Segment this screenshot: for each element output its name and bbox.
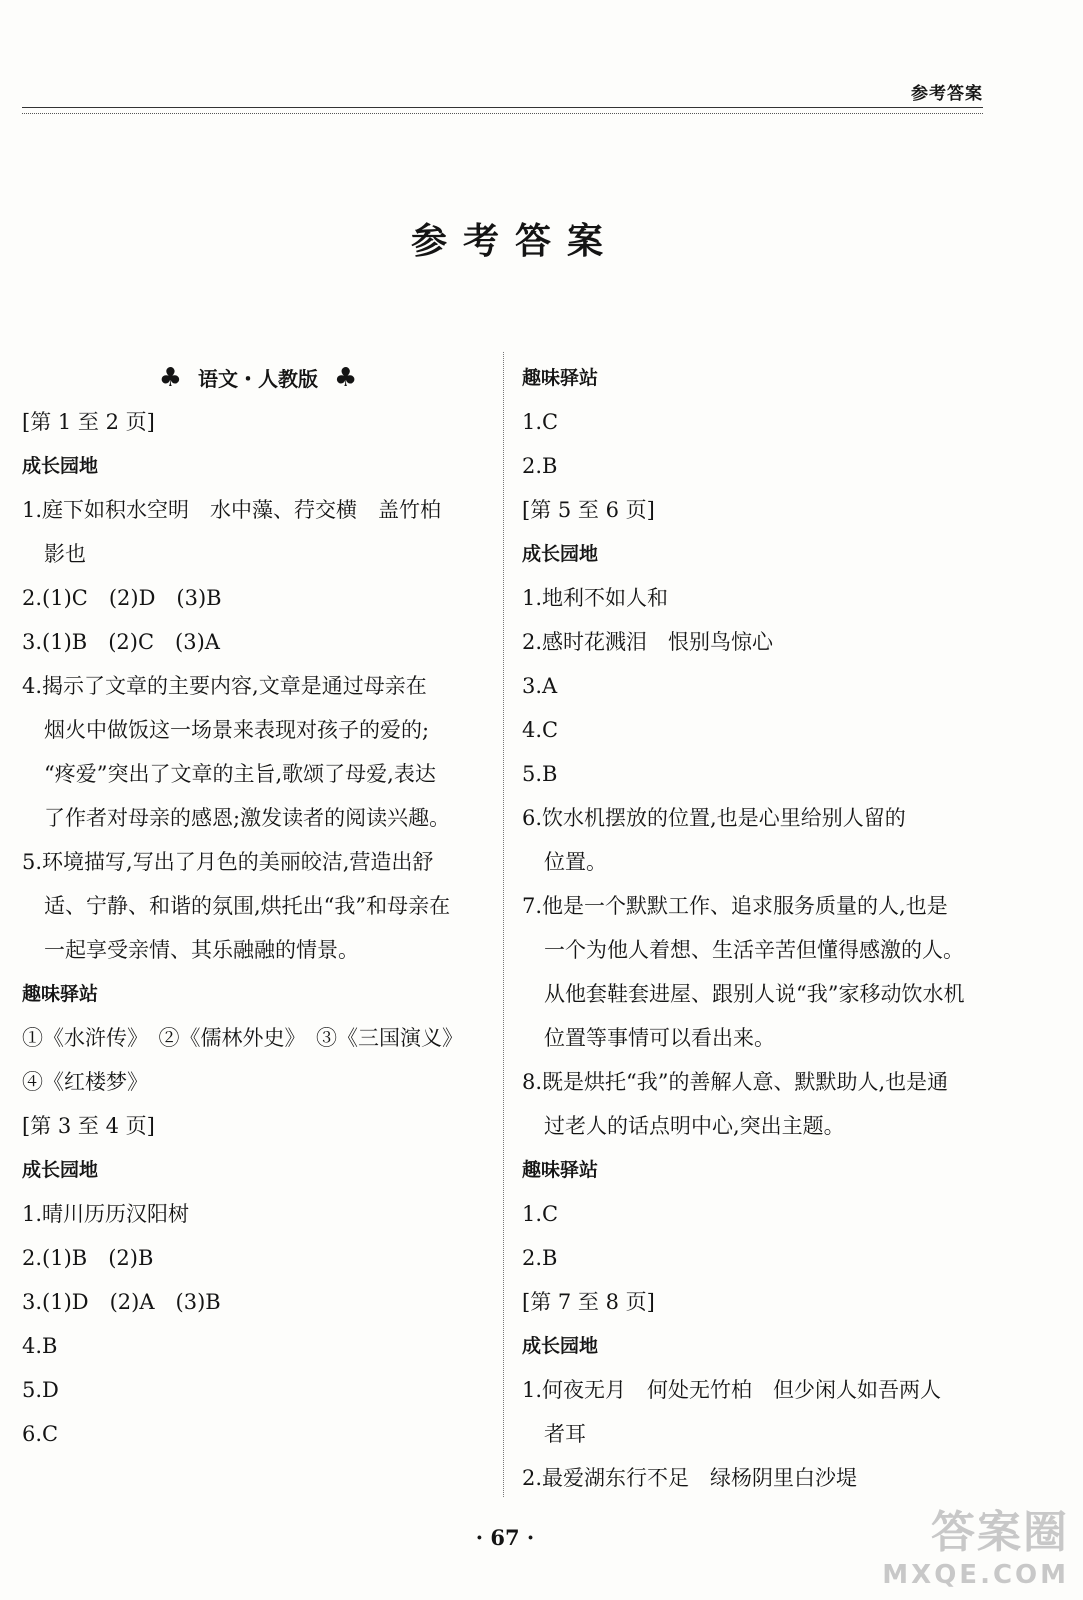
answer-line: ④《红楼梦》 [22,1070,148,1094]
answer-line-continued: 一个为他人着想、生活辛苦但懂得感激的人。 [544,938,964,962]
answer-line-continued: 从他套鞋套进屋、跟别人说“我”家移动饮水机 [544,982,965,1006]
answer-line-continued: 过老人的话点明中心,突出主题。 [544,1114,845,1138]
header-label: 参考答案 [911,84,983,104]
answer-line: 1.庭下如积水空明 水中藻、荇交横 盖竹柏 [22,498,442,522]
watermark-logo-text: 答案圈 [931,1507,1069,1558]
answer-line-continued: 烟火中做饭这一场景来表现对孩子的爱的; [44,718,430,742]
answer-line: 2.B [522,1246,558,1270]
answer-line: 2.感时花溅泪 恨别鸟惊心 [522,630,774,654]
answer-line-continued: 影也 [44,542,86,566]
section-heading: 成长园地 [22,455,99,477]
club-icon: ♣ [334,363,358,393]
subject-heading [22,356,494,400]
answer-line: 2.(1)C (2)D (3)B [22,586,222,610]
answer-line-continued: 了作者对母亲的感恩;激发读者的阅读兴趣。 [44,806,451,830]
watermark-url: MXQE.COM [882,1560,1069,1590]
section-heading: 趣味驿站 [522,367,599,389]
page-number: · 67 · [475,1525,535,1550]
answer-line-continued: 位置等事情可以看出来。 [544,1026,775,1050]
answer-line-continued: 适、宁静、和谐的氛围,烘托出“我”和母亲在 [44,894,451,918]
page-range-label: [第 5 至 6 页] [522,498,655,522]
right-column [522,356,992,1500]
answer-line-continued: 一起享受亲情、其乐融融的情景。 [44,938,359,962]
answer-line: 3.(1)B (2)C (3)A [22,630,220,654]
page-range-label: [第 1 至 2 页] [22,410,155,434]
section-heading: 成长园地 [22,1159,99,1181]
answer-line: 6.饮水机摆放的位置,也是心里给别人留的 [522,806,906,830]
answer-line: 1.C [522,1202,559,1226]
page-range-label: [第 3 至 4 页] [22,1114,155,1138]
club-icon: ♣ [158,363,182,393]
answer-line: 3.A [522,674,558,698]
answer-line: 1.地利不如人和 [522,586,669,610]
left-column [22,356,494,1456]
section-heading: 成长园地 [522,1335,599,1357]
answer-line: 1.何夜无月 何处无竹柏 但少闲人如吾两人 [522,1378,942,1402]
answer-line-continued: 位置。 [544,850,607,874]
answer-line: 5.B [522,762,558,786]
page-range-label: [第 7 至 8 页] [522,1290,655,1314]
section-heading: 趣味驿站 [522,1159,599,1181]
answer-line: 5.环境描写,写出了月色的美丽皎洁,营造出舒 [22,850,434,874]
answer-line: 4.B [22,1334,58,1358]
page-title: 参考答案 [410,221,619,262]
answer-line: 4.C [522,718,559,742]
answer-line: 1.C [522,410,559,434]
answer-line: 5.D [22,1378,59,1402]
answer-line: ①《水浒传》 ②《儒林外史》 ③《三国演义》 [22,1026,463,1050]
answer-line: 2.B [522,454,558,478]
subject-text: 语文・人教版 [198,367,318,391]
answer-line: 2.最爱湖东行不足 绿杨阴里白沙堤 [522,1466,858,1490]
answer-line: 7.他是一个默默工作、追求服务质量的人,也是 [522,894,948,918]
answer-line: 6.C [22,1422,59,1446]
answer-line-continued: 者耳 [544,1422,586,1446]
answer-line: 4.揭示了文章的主要内容,文章是通过母亲在 [22,674,427,698]
section-heading: 成长园地 [522,543,599,565]
section-heading: 趣味驿站 [22,983,99,1005]
answer-line-continued: “疼爱”突出了文章的主旨,歌颂了母爱,表达 [44,762,436,786]
answer-line: 8.既是烘托“我”的善解人意、默默助人,也是通 [522,1070,949,1094]
answer-line: 2.(1)B (2)B [22,1246,154,1270]
header-rule [22,107,983,114]
watermark [882,1496,1069,1590]
answer-line: 3.(1)D (2)A (3)B [22,1290,221,1314]
column-divider [503,352,504,1497]
answer-line: 1.晴川历历汉阳树 [22,1202,190,1226]
